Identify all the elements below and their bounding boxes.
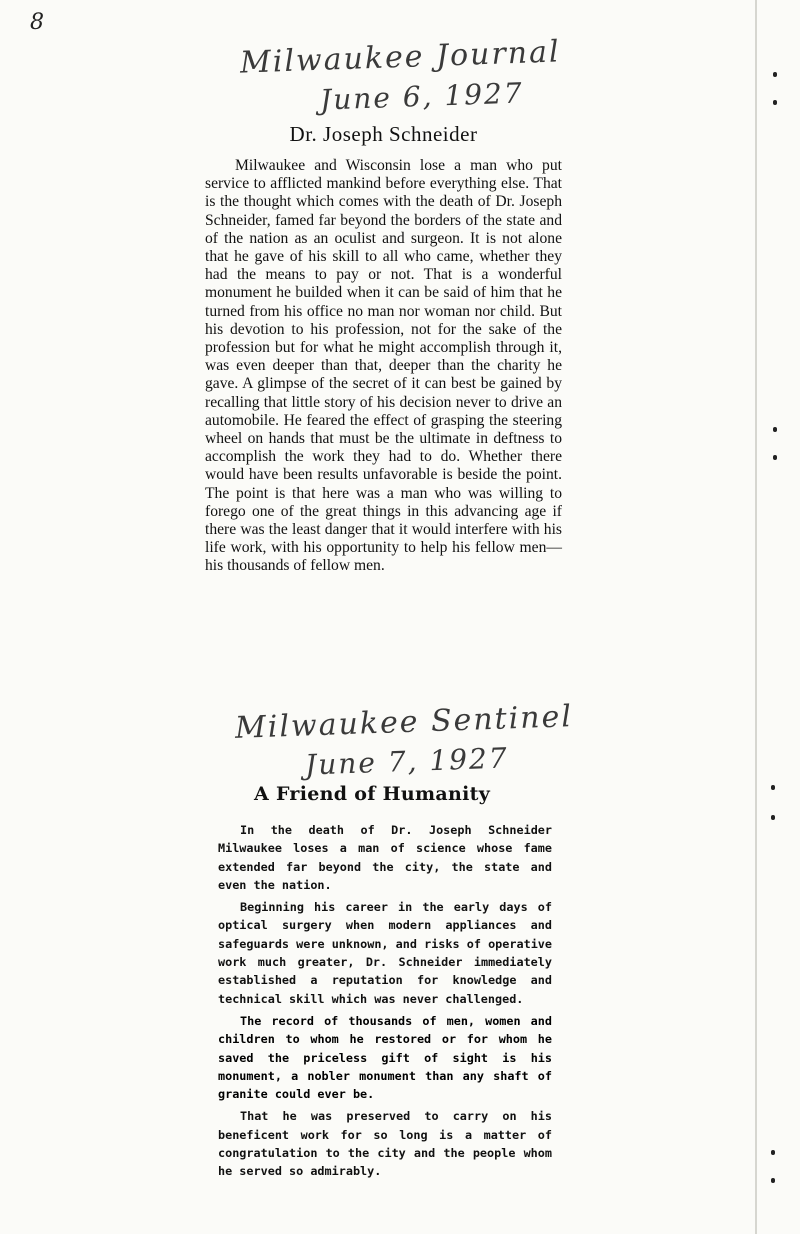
handwritten-date-sentinel: June 7, 1927 <box>304 741 510 782</box>
article2-paragraph: In the death of Dr. Joseph Schneider Milwaukee loses a man of science whose fame extended far beyond the city, the state and even the nation. <box>218 823 552 892</box>
article2-paragraph: Beginning his career in the early days of optical surgery when modern appliances and safeguards were unknown, and risks of operative work much greater, Dr. Schneider immediately established a reputation for knowledge and technical skill which was never challenged. <box>218 900 552 1006</box>
binder-hole-dot <box>773 455 777 460</box>
article-schneider-obituary <box>205 122 562 576</box>
binder-hole-dot <box>773 427 777 432</box>
binder-hole-dot <box>771 1150 775 1155</box>
binder-hole-dot <box>773 72 777 77</box>
binder-hole-dot <box>771 1178 775 1183</box>
page-edge-line <box>755 0 757 1234</box>
article2-body <box>218 821 552 1181</box>
article2-paragraph: The record of thousands of men, women and children to whom he restored or for whom he saved the priceless gift of sight is his monument, a nobler monument than any shaft of granite could ever be. <box>218 1013 552 1102</box>
page-number: 8 <box>30 10 44 35</box>
article1-headline: Dr. Joseph Schneider <box>289 122 478 146</box>
article2-paragraph: That he was preserved to carry on his beneficent work for so long is a matter of congratulation to the city and the people whom he served so admirably. <box>218 1109 552 1179</box>
binder-hole-dot <box>773 100 777 105</box>
handwritten-date-journal: June 6, 1927 <box>319 76 525 117</box>
article1-body: Milwaukee and Wisconsin lose a man who put service to afflicted mankind before everything else. That is the thought which comes with the death of Dr. Joseph Schneider, famed far beyond the borders of the state and of the nation as an oculist and surgeon. It is not alone that he gave of his skill to all who came, whether they had the means to pay or not. That is a wonderful monument he builded when it can be said of him that he turned from his office no man nor woman nor child. But his devotion to his profession, not for the sake of the profession but for what he might accomplish through it, was even deeper than that, deeper than the charity he gave. A glimpse of the secret of it can best be gained by recalling that little story of his decision never to drive an automobile. He feared the effect of grasping the steering wheel on hands that must be the ultimate in deftness to accomplish the work they had to do. Whether there would have been results unfavorable is beside the point. The point is that here was a man who was willing to forego one of the great things in this advancing age if there was the least danger that it would interfere with his life work, with his opportunity to help his fellow men—his thousands of fellow men. <box>205 157 562 575</box>
handwritten-source-journal: Milwaukee Journal <box>239 34 562 81</box>
handwritten-source-sentinel: Milwaukee Sentinel <box>234 699 574 746</box>
article2-headline: A Friend of Humanity <box>254 783 491 805</box>
binder-hole-dot <box>771 815 775 820</box>
binder-hole-dot <box>771 785 775 790</box>
article-friend-of-humanity <box>218 783 552 1185</box>
